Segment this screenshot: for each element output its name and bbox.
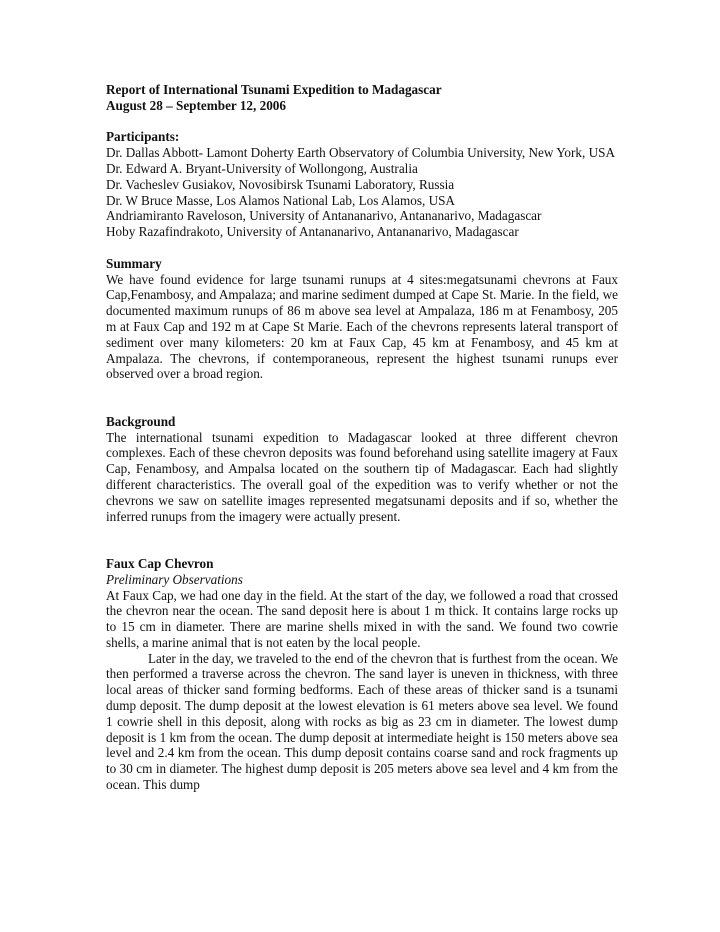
- summary-heading: Summary: [106, 255, 162, 271]
- faux-cap-heading: Faux Cap Chevron: [106, 555, 214, 571]
- report-dates: August 28 – September 12, 2006: [106, 97, 286, 113]
- participant-item: Dr. Dallas Abbott- Lamont Doherty Earth Observatory of Columbia University, New York, USA: [106, 145, 615, 161]
- background-text: The international tsunami expedition to Madagascar looked at three different chevron complexes. Each of these chevron deposits was found beforehand using satellite imagery at Faux Cap, Fenambosy, and Ampalsa located on the southern tip of Madagascar. Each had slightly different characteristics. The overall goal of the expedition was to verify whether or not the chevrons we saw on satellite images represented megatsunami deposits and if so, whether the inferred runups from the imagery were actually present.: [106, 429, 618, 524]
- participant-item: Andriamiranto Raveloson, University of Antananarivo, Antananarivo, Madagascar: [106, 208, 542, 224]
- faux-cap-paragraph-1: At Faux Cap, we had one day in the field. At the start of the day, we followed a road that crossed the chevron near the ocean. The sand deposit here is about 1 m thick. It contains large rocks up to 15 cm in diameter. There are marine shells mixed in with the sand. We found two cowrie shells, a marine animal that is not eaten by the local people.: [106, 587, 618, 650]
- document-page: [106, 82, 618, 793]
- report-title: Report of International Tsunami Expedition to Madagascar: [106, 82, 442, 97]
- participant-item: Dr. Vacheslev Gusiakov, Novosibirsk Tsunami Laboratory, Russia: [106, 176, 455, 192]
- participants-heading: Participants:: [106, 129, 180, 145]
- participant-item: Dr. W Bruce Masse, Los Alamos National Lab, Los Alamos, USA: [106, 192, 455, 208]
- participant-item: Dr. Edward A. Bryant-University of Wollongong, Australia: [106, 160, 418, 176]
- background-heading: Background: [106, 413, 176, 429]
- participant-item: Hoby Razafindrakoto, University of Antananarivo, Antananarivo, Madagascar: [106, 224, 519, 240]
- faux-cap-paragraph-2: Later in the day, we traveled to the end of the chevron that is furthest from the ocean. We then performed a traverse across the chevron. The sand layer is uneven in thickness, with three local areas of thicker sand forming bedforms. Each of these areas of thicker sand is a tsunami dump deposit. The dump deposit at the lowest elevation is 61 meters above sea level. We found 1 cowrie shell in this deposit, along with rocks as big as 23 cm in diameter. The lowest dump deposit is 1 km from the ocean. The dump deposit at intermediate height is 150 meters above sea level and 2.4 km from the ocean. This dump deposit contains coarse sand and rock fragments up to 30 cm in diameter. The highest dump deposit is 205 meters above sea level and 4 km from the ocean. This dump: [106, 650, 618, 793]
- summary-text: We have found evidence for large tsunami runups at 4 sites:megatsunami chevrons at Faux Cap,Fenambosy, and Ampalaza; and marine sediment dumped at Cape St. Marie. In the field, we documented maximum runups of 86 m above sea level at Ampalaza, 186 m at Fenambosy, 205 m at Faux Cap and 192 m at Cape St Marie. Each of the chevrons represents lateral transport of sediment over many kilometers: 20 km at Faux Cap, 45 km at Fenambosy, and 45 km at Ampalaza. The chevrons, if contemporaneous, represent the highest tsunami runups ever observed over a broad region.: [106, 271, 618, 382]
- faux-cap-subheading: Preliminary Observations: [106, 571, 243, 587]
